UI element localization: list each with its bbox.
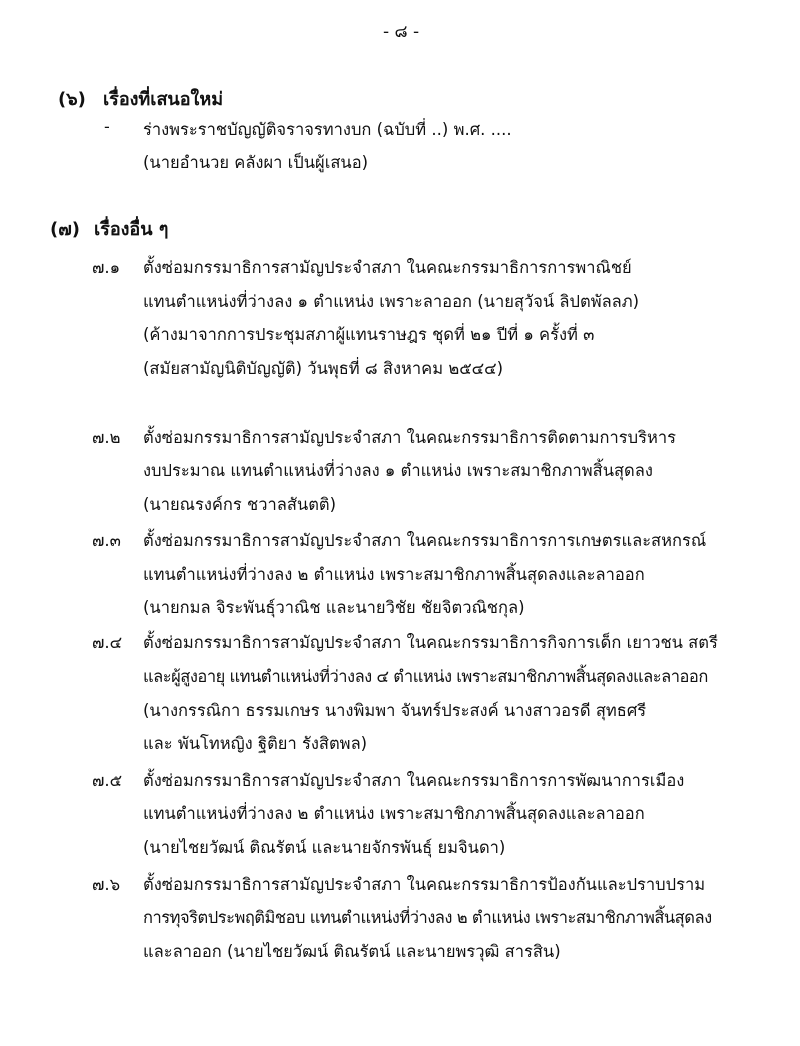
item-7-3-line: ตั้งซ่อมกรรมาธิการสามัญประจำสภา ในคณะกรรมาธิการการเกษตรและสหกรณ์ [143, 531, 707, 550]
item-7-4-line: (นางกรรณิกา ธรรมเกษร นางพิมพา จันทร์ประสงค์ นางสาวอรดี สุทธศรี [143, 701, 647, 720]
item-7-5-number: ๗.๕ [92, 771, 123, 790]
item-7-2-line: งบประมาณ แทนตำแหน่งที่ว่างลง ๑ ตำแหน่ง เพราะสมาชิกภาพสิ้นสุดลง [143, 461, 653, 480]
section-6-line: (นายอำนวย คลังผา เป็นผู้เสนอ) [143, 153, 369, 172]
item-7-2-number: ๗.๒ [92, 428, 121, 447]
item-7-4-line: และ พันโทหญิง ฐิติยา รังสิตพล) [143, 734, 368, 753]
section-6-bullet: - [104, 117, 110, 136]
item-7-5-line: ตั้งซ่อมกรรมาธิการสามัญประจำสภา ในคณะกรรมาธิการการพัฒนาการเมือง [143, 771, 685, 790]
page-number: - ๘ - [383, 22, 420, 42]
item-7-1-line: ตั้งซ่อมกรรมาธิการสามัญประจำสภา ในคณะกรรมาธิการการพาณิชย์ [143, 258, 632, 277]
item-7-6-line: และลาออก (นายไชยวัฒน์ ติณรัตน์ และนายพรวุฒิ สารสิน) [143, 942, 561, 961]
item-7-1-line: แทนตำแหน่งที่ว่างลง ๑ ตำแหน่ง เพราะลาออก (นายสุวัจน์ ลิปตพัลลภ) [143, 292, 640, 311]
section-6-line: ร่างพระราชบัญญัติจราจรทางบก (ฉบับที่ ..) พ.ศ. .... [143, 120, 512, 139]
section-6-title: เรื่องที่เสนอใหม่ [103, 89, 224, 110]
item-7-4-number: ๗.๔ [92, 633, 123, 652]
item-7-1-number: ๗.๑ [92, 258, 121, 277]
section-7-number: (๗) [50, 219, 80, 240]
section-7-title: เรื่องอื่น ๆ [94, 219, 169, 240]
item-7-4-line: ตั้งซ่อมกรรมาธิการสามัญประจำสภา ในคณะกรรมาธิการกิจการเด็ก เยาวชน สตรี [143, 633, 718, 652]
item-7-6-line: การทุจริตประพฤติมิชอบ แทนตำแหน่งที่ว่างลง ๒ ตำแหน่ง เพราะสมาชิกภาพสิ้นสุดลง [143, 908, 712, 927]
item-7-1-line: (สมัยสามัญนิติบัญญัติ) วันพุธที่ ๘ สิงหาคม ๒๕๔๔) [143, 359, 504, 378]
item-7-3-line: แทนตำแหน่งที่ว่างลง ๒ ตำแหน่ง เพราะสมาชิกภาพสิ้นสุดลงและลาออก [143, 565, 645, 584]
item-7-2-line: (นายณรงค์กร ชวาลสันตติ) [143, 495, 337, 514]
section-6-number: (๖) [58, 89, 86, 110]
item-7-5-line: แทนตำแหน่งที่ว่างลง ๒ ตำแหน่ง เพราะสมาชิกภาพสิ้นสุดลงและลาออก [143, 804, 645, 823]
item-7-3-line: (นายกมล จิระพันธุ์วาณิช และนายวิชัย ชัยจิตวณิชกุล) [143, 598, 525, 617]
item-7-6-line: ตั้งซ่อมกรรมาธิการสามัญประจำสภา ในคณะกรรมาธิการป้องกันและปราบปราม [143, 875, 706, 894]
item-7-6-number: ๗.๖ [92, 875, 121, 894]
item-7-2-line: ตั้งซ่อมกรรมาธิการสามัญประจำสภา ในคณะกรรมาธิการติดตามการบริหาร [143, 428, 676, 447]
item-7-1-line: (ค้างมาจากการประชุมสภาผู้แทนราษฎร ชุดที่ ๒๑ ปีที่ ๑ ครั้งที่ ๓ [143, 325, 595, 344]
item-7-3-number: ๗.๓ [92, 531, 121, 550]
item-7-4-line: และผู้สูงอายุ แทนตำแหน่งที่ว่างลง ๔ ตำแหน่ง เพราะสมาชิกภาพสิ้นสุดลงและลาออก [143, 667, 708, 686]
item-7-5-line: (นายไชยวัฒน์ ติณรัตน์ และนายจักรพันธุ์ ยมจินดา) [143, 838, 506, 857]
